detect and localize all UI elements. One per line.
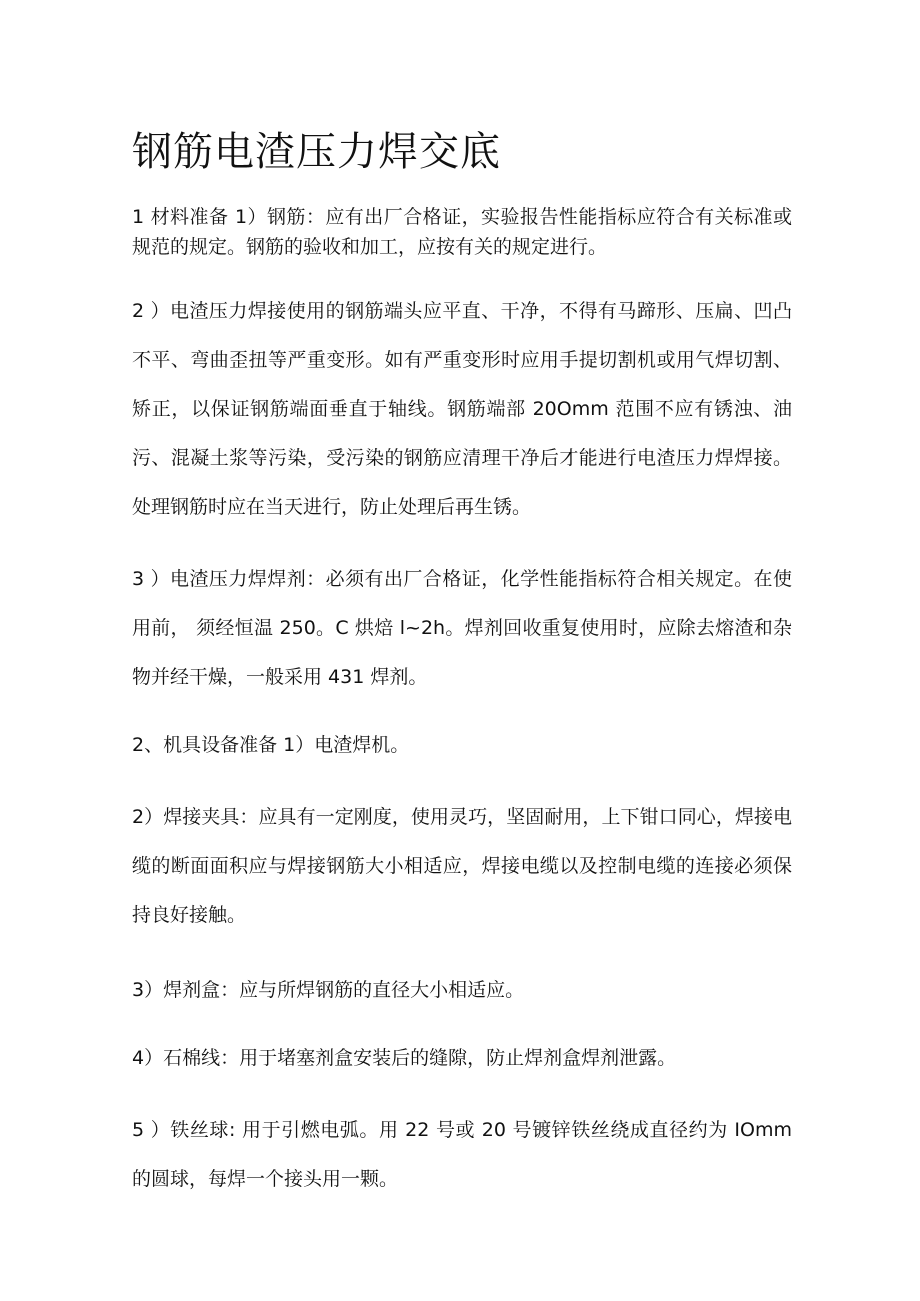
paragraph-asbestos: 4）石棉线：用于堵塞剂盒安装后的缝隙，防止焊剂盒焊剂泄露。 xyxy=(132,1047,677,1069)
page-title: 钢筋电渣压力焊交底 xyxy=(132,129,501,175)
paragraph-flux: 3 ）电渣压力焊焊剂：必须有出厂合格证，化学性能指标符合相关规定。在使用前， 须经恒温 250。C 烘焙 l~2h。焊剂回收重复使用时，应除去熔渣和杂物并经干燥，一般采用 431 焊剂。 xyxy=(132,568,792,688)
paragraph-steel-ends: 2 ）电渣压力焊接使用的钢筋端头应平直、干净，不得有马蹄形、压扁、凹凸不平、弯曲歪扭等严重变形。如有严重变形时应用手提切割机或用气焊切割、矫正，以保证钢筋端面垂直于轴线。钢筋端部 20Omm 范围不应有锈浊、油污、混凝土浆等污染，受污染的钢筋应清理干净后才能进行电渣压力焊焊接。处理钢筋时应在当天进行，防止处理后再生锈。 xyxy=(132,300,792,518)
paragraph-wire-ball: 5 ）铁丝球: 用于引燃电弧。用 22 号或 20 号镀锌铁丝绕成直径约为 IOmm的圆球，每焊一个接头用一颗。 xyxy=(132,1119,792,1190)
paragraph-materials-steel: 1 材料准备 1）钢筋：应有出厂合格证，实验报告性能指标应符合有关标准或规范的规定。钢筋的验收和加工，应按有关的规定进行。 xyxy=(132,206,792,258)
paragraph-clamp: 2）焊接夹具：应具有一定刚度，使用灵巧，坚固耐用，上下钳口同心，焊接电缆的断面面积应与焊接钢筋大小相适应，焊接电缆以及控制电缆的连接必须保持良好接触。 xyxy=(132,806,792,926)
paragraph-equipment: 2、机具设备准备 1）电渣焊机。 xyxy=(132,734,410,756)
paragraph-flux-box: 3）焊剂盒：应与所焊钢筋的直径大小相适应。 xyxy=(132,979,525,1001)
